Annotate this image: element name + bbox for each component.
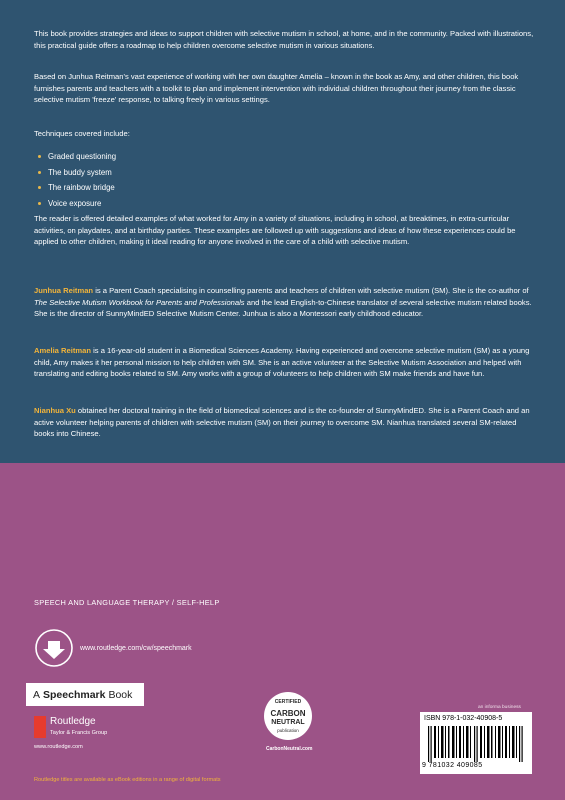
intro-paragraph-2: Based on Junhua Reitman's vast experience of working with her own daughter Amelia – known in the book as Amy, and other children, this book furnishes parents and teachers with a toolkit to plan and implement intervention with individual children throughout their journey from the classic selective mutism 'freeze' response, to talking freely in various settings. (34, 72, 519, 105)
carbon-neutral-icon (262, 690, 314, 742)
list-item: Graded questioning (38, 149, 116, 165)
svg-text:NEUTRAL: NEUTRAL (271, 719, 305, 726)
barcode (420, 712, 532, 774)
barcode-bars-icon (428, 726, 528, 762)
author-name: Nianhua Xu (34, 406, 76, 415)
list-item: Voice exposure (38, 196, 116, 212)
bullet-icon (38, 171, 41, 174)
book-title: The Selective Mutism Workbook for Parents and Professionals (34, 297, 245, 307)
techniques-list (38, 149, 116, 211)
bullet-icon (38, 186, 41, 189)
subject-category: SPEECH AND LANGUAGE THERAPY / SELF-HELP (34, 598, 220, 607)
informa-label: an informa business (478, 705, 521, 710)
publisher-url: www.routledge.com (34, 744, 83, 750)
svg-text:CARBON: CARBON (270, 709, 306, 718)
ebook-note: Routledge titles are available as eBook editions in a range of digital formats (34, 777, 221, 783)
svg-text:publication: publication (277, 728, 299, 733)
intro-paragraph-3: The reader is offered detailed examples of what worked for Amy in a variety of situations, including in school, at breaktimes, in extra-curricular activities, on playdates, and at birthday parties. These examples are followed up with suggestions and ideas of how these experiences could be applied to other children, making it ideal reading for anyone involved in the care of a child with selective mutism. (34, 214, 516, 247)
bullet-icon (38, 155, 41, 158)
routledge-logo-icon (34, 716, 46, 738)
barcode-number: 9 781032 409085 (422, 762, 483, 769)
intro-paragraph-1: This book provides strategies and ideas to support children with selective mutism in school, at home, and in the community. Packed with illustrations, this practical guide offers a roadmap to help children overcome selective mutism in various situations. (34, 29, 534, 50)
author-bio-1: Junhua Reitman is a Parent Coach specialising in counselling parents and teachers of children with selective mutism (SM). She is the co-author of The Selective Mutism Workbook for Parents and Professionals and the lead English-to-Chinese translator of several selective mutism related books. She is the director of SunnyMindED Selective Mutism Center. Junhua is also a Montessori early childhood educator. (34, 286, 532, 319)
svg-text:CERTIFIED: CERTIFIED (274, 699, 302, 705)
author-name: Amelia Reitman (34, 346, 91, 355)
author-bio-3: Nianhua Xu obtained her doctoral training in the field of biomedical sciences and is the co-founder of SunnyMindED. She is a Parent Coach and an active volunteer helping parents of children with selective mutism (SM) on their journey to overcome SM. Nianhua translated several SM-related books into Chinese. (34, 406, 530, 439)
bullet-icon (38, 202, 41, 205)
publisher-group: Taylor & Francis Group (50, 730, 108, 736)
list-item: The buddy system (38, 165, 116, 181)
support-material-icon (34, 628, 74, 668)
support-url: www.routledge.com/cw/speechmark (80, 645, 192, 652)
publisher-name: Routledge (50, 716, 96, 727)
author-bio-2: Amelia Reitman is a 16-year-old student in a Biomedical Sciences Academy. Having experienced and overcome selective mutism (SM) as a young child, Amy makes it her personal mission to help children with SM. She is an active volunteer at the Selective Mutism Association and helped with translating and editing books related to SM. Amy works with a group of volunteers to help children with SM make friends and have fun. (34, 346, 530, 379)
speechmark-imprint: A Speechmark Book (26, 683, 144, 706)
techniques-heading: Techniques covered include: (34, 129, 130, 138)
isbn: ISBN 978-1-032-40908-5 (424, 715, 503, 722)
carbon-url: CarbonNeutral.com (266, 746, 313, 752)
list-item: The rainbow bridge (38, 180, 116, 196)
author-name: Junhua Reitman (34, 286, 94, 295)
